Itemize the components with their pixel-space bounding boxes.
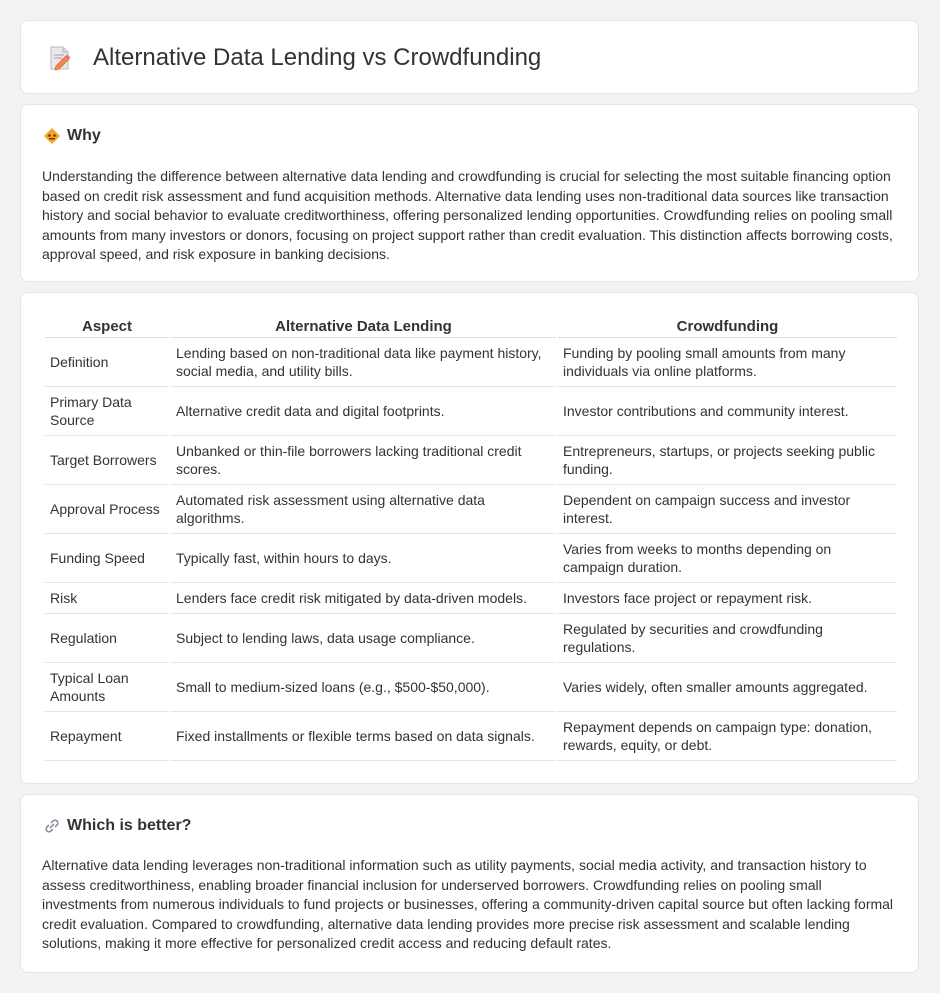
table-row — [45, 338, 897, 387]
table-row — [45, 712, 897, 761]
cell-crowdfunding: Repayment depends on campaign type: donation, rewards, equity, or debt. — [558, 712, 897, 761]
cell-crowdfunding: Varies from weeks to months depending on campaign duration. — [558, 534, 897, 583]
cell-crowdfunding: Investors face project or repayment risk. — [558, 583, 897, 614]
cell-aspect: Approval Process — [45, 485, 169, 534]
cell-alt-lending: Automated risk assessment using alternative data algorithms. — [171, 485, 556, 534]
cell-crowdfunding: Investor contributions and community interest. — [558, 387, 897, 436]
cell-alt-lending: Fixed installments or flexible terms based on data signals. — [171, 712, 556, 761]
cell-crowdfunding: Varies widely, often smaller amounts aggregated. — [558, 663, 897, 712]
comparison-table — [43, 315, 899, 761]
cell-alt-lending: Lending based on non-traditional data like payment history, social media, and utility bills. — [171, 338, 556, 387]
cell-alt-lending: Lenders face credit risk mitigated by data-driven models. — [171, 583, 556, 614]
table-row — [45, 387, 897, 436]
table-row — [45, 485, 897, 534]
table-row — [45, 583, 897, 614]
header-card — [20, 20, 919, 94]
header-aspect: Aspect — [45, 315, 169, 338]
document-pencil-icon — [47, 44, 73, 72]
table-row — [45, 436, 897, 485]
cell-aspect: Definition — [45, 338, 169, 387]
which-is-better-text: Alternative data lending leverages non-traditional information such as utility payments, social media activity, and transaction history to assess creditworthiness, enabling broader financial inclusion for underserved borrowers. Crowdfunding relies on pooling small investments from numerous individuals to fund projects or businesses, offering a community-driven capital source but often lacking formal credit evaluation. Compared to crowdfunding, alternative data lending provides more precise risk assessment and scalable lending solutions, making it more effective for personalized credit access and reducing default rates. — [42, 857, 894, 952]
table-row — [45, 534, 897, 583]
link-icon — [43, 817, 61, 835]
header-alternative-data-lending: Alternative Data Lending — [171, 315, 556, 338]
cell-aspect: Regulation — [45, 614, 169, 663]
cell-crowdfunding: Dependent on campaign success and investor interest. — [558, 485, 897, 534]
table-row — [45, 614, 897, 663]
cell-aspect: Funding Speed — [45, 534, 169, 583]
cell-aspect: Repayment — [45, 712, 169, 761]
cell-alt-lending: Alternative credit data and digital footprints. — [171, 387, 556, 436]
which-is-better-title: Which is better? — [67, 817, 192, 834]
page-title: Alternative Data Lending vs Crowdfunding — [93, 44, 542, 71]
which-is-better-section — [20, 794, 919, 973]
cell-crowdfunding: Entrepreneurs, startups, or projects seeking public funding. — [558, 436, 897, 485]
diamond-warning-icon — [43, 127, 61, 145]
cell-alt-lending: Subject to lending laws, data usage compliance. — [171, 614, 556, 663]
cell-aspect: Risk — [45, 583, 169, 614]
cell-alt-lending: Unbanked or thin-file borrowers lacking traditional credit scores. — [171, 436, 556, 485]
header-crowdfunding: Crowdfunding — [558, 315, 897, 338]
cell-aspect: Primary Data Source — [45, 387, 169, 436]
why-title: Why — [67, 127, 101, 144]
cell-alt-lending: Typically fast, within hours to days. — [171, 534, 556, 583]
cell-aspect: Target Borrowers — [45, 436, 169, 485]
table-row — [45, 663, 897, 712]
comparison-table-card — [20, 292, 919, 784]
cell-aspect: Typical Loan Amounts — [45, 663, 169, 712]
cell-crowdfunding: Regulated by securities and crowdfunding regulations. — [558, 614, 897, 663]
why-section — [20, 104, 919, 282]
cell-crowdfunding: Funding by pooling small amounts from many individuals via online platforms. — [558, 338, 897, 387]
cell-alt-lending: Small to medium-sized loans (e.g., $500-$50,000). — [171, 663, 556, 712]
why-text: Understanding the difference between alternative data lending and crowdfunding is crucial for selecting the most suitable financing option based on credit risk assessment and fund acquisition methods. Alternative data lending uses non-traditional data sources like transaction history and social behavior to evaluate creditworthiness, offering personalized lending opportunities. Crowdfunding relies on pooling small amounts from many investors or donors, focusing on project support rather than credit evaluation. This distinction affects borrowing costs, approval speed, and risk exposure in banking decisions. — [42, 168, 893, 263]
